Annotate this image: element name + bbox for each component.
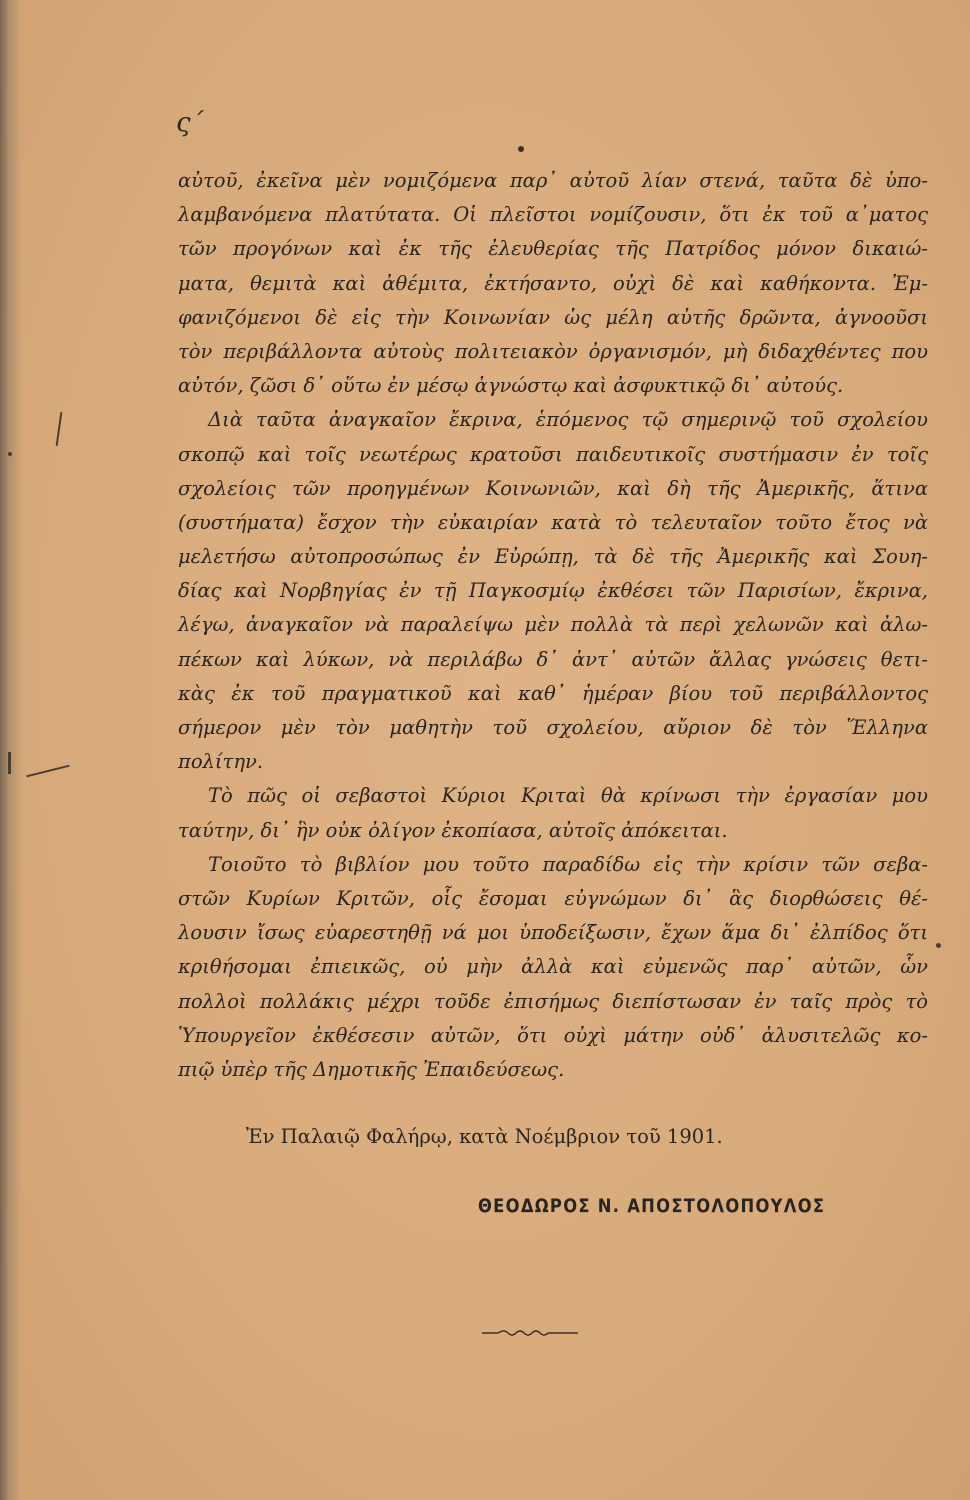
paragraph-start-line: Τὸ πῶς οἱ σεβαστοὶ Κύριοι Κριταὶ θὰ κρίνωσι τὴν ἐργασίαν μου xyxy=(208,784,928,808)
paragraph-start-line: Διὰ ταῦτα ἀναγκαῖον ἔκρινα, ἑπόμενος τῷ σημερινῷ τοῦ σχολείου xyxy=(208,408,928,432)
text-line: κὰς ἐκ τοῦ πραγματικοῦ καὶ καθ᾽ ἡμέραν βίου τοῦ περιβάλλοντος xyxy=(178,681,928,705)
end-ornament-icon xyxy=(480,1325,580,1341)
margin-pencil-mark xyxy=(56,412,63,446)
ink-spot xyxy=(518,146,524,152)
text-line: τῶν προγόνων καὶ ἐκ τῆς ἐλευθερίας τῆς Πατρίδος μόνον δικαιώ- xyxy=(178,237,928,261)
text-line: σχολείοις τῶν προηγμένων Κοινωνιῶν, καὶ δὴ τῆς Ἀμερικῆς, ἅτινα xyxy=(178,476,928,500)
margin-ink-mark xyxy=(8,752,11,774)
text-line: λέγω, ἀναγκαῖον νὰ παραλείψω μὲν πολλὰ τὰ περὶ χελωνῶν καὶ ἀλω- xyxy=(178,613,928,637)
text-line: αὐτοῦ, ἐκεῖνα μὲν νομιζόμενα παρ᾽ αὐτοῦ λίαν στενά, ταῦτα δὲ ὑπο- xyxy=(178,169,928,192)
ink-speck xyxy=(8,452,12,456)
text-line: σκοπῷ καὶ τοῖς νεωτέρως κρατοῦσι παιδευτικοῖς συστήμασιν ἐν τοῖς xyxy=(178,442,928,466)
margin-pencil-mark xyxy=(26,765,69,778)
text-line: λουσιν ἴσως εὐαρεστηθῇ νά μοι ὑποδείξωσιν, ἔχων ἅμα δι᾽ ἐλπίδος ὅτι xyxy=(178,921,928,945)
text-line: αὐτόν, ζῶσι δ᾽ οὕτω ἐν μέσῳ ἀγνώστῳ καὶ ἀσφυκτικῷ δι᾽ αὐτούς. xyxy=(178,374,844,398)
text-line: τὸν περιβάλλοντα αὐτοὺς πολιτειακὸν ὀργανισμόν, μὴ διδαχθέντες που xyxy=(178,339,928,363)
paragraph-start-line: Τοιοῦτο τὸ βιβλίον μου τοῦτο παραδίδω εἰς τὴν κρίσιν τῶν σεβα- xyxy=(208,852,928,876)
dateline: Ἐν Παλαιῷ Φαλήρῳ, κατὰ Νοέμβριον τοῦ 1901. xyxy=(246,1125,723,1148)
author-signature: ΘΕΟΔΩΡΟΣ Ν. ΑΠΟΣΤΟΛΟΠΟΥΛΟΣ xyxy=(478,1195,826,1217)
text-line: ταύτην, δι᾽ ἣν οὐκ ὀλίγον ἐκοπίασα, αὐτοῖς ἀπόκειται. xyxy=(178,818,728,842)
text-line: Ὑπουργεῖον ἐκθέσεσιν αὐτῶν, ὅτι οὐχὶ μάτην οὐδ᾽ ἀλυσιτελῶς κο- xyxy=(178,1023,928,1047)
text-line: πέκων καὶ λύκων, νὰ περιλάβω δ᾽ ἀντ᾽ αὐτῶν ἄλλας γνώσεις θετι- xyxy=(178,647,928,671)
text-line: πιῷ ὑπὲρ τῆς Δημοτικῆς Ἐπαιδεύσεως. xyxy=(178,1057,565,1081)
text-line: δίας καὶ Νορβηγίας ἐν τῇ Παγκοσμίῳ ἐκθέσει τῶν Παρισίων, ἔκρινα, xyxy=(178,579,928,603)
text-line: λαμβανόμενα πλατύτατα. Οἱ πλεῖστοι νομίζουσιν, ὅτι ἐκ τοῦ α᾽ματος xyxy=(178,203,928,227)
text-line: πολίτην. xyxy=(178,750,264,774)
text-line: ματα, θεμιτὰ καὶ ἀθέμιτα, ἐκτήσαντο, οὐχὶ δὲ καὶ καθήκοντα. Ἐμ- xyxy=(178,271,928,295)
page-binding-edge xyxy=(0,0,22,1500)
ink-speck xyxy=(936,943,941,948)
body-text xyxy=(178,164,928,1087)
text-line: (συστήματα) ἔσχον τὴν εὐκαιρίαν κατὰ τὸ τελευταῖον τοῦτο ἔτος νὰ xyxy=(178,510,928,534)
text-line: φανιζόμενοι δὲ εἰς τὴν Κοινωνίαν ὡς μέλη αὐτῆς δρῶντα, ἀγνοοῦσι xyxy=(178,305,928,329)
page-number: ς΄ xyxy=(176,108,204,138)
text-line: σήμερον μὲν τὸν μαθητὴν τοῦ σχολείου, αὔριον δὲ τὸν Ἕλληνα xyxy=(178,716,928,739)
text-line: κριθήσομαι ἐπιεικῶς, οὐ μὴν ἀλλὰ καὶ εὐμενῶς παρ᾽ αὐτῶν, ὧν xyxy=(178,955,928,979)
text-line: μελετήσω αὐτοπροσώπως ἐν Εὐρώπῃ, τὰ δὲ τῆς Ἀμερικῆς καὶ Σουη- xyxy=(178,545,928,569)
text-line: πολλοὶ πολλάκις μέχρι τοῦδε ἐπισήμως διεπίστωσαν ἐν ταῖς πρὸς τὸ xyxy=(178,989,928,1013)
text-line: στῶν Κυρίων Κριτῶν, οἷς ἔσομαι εὐγνώμων δι᾽ ἃς διορθώσεις θέ- xyxy=(178,886,928,910)
